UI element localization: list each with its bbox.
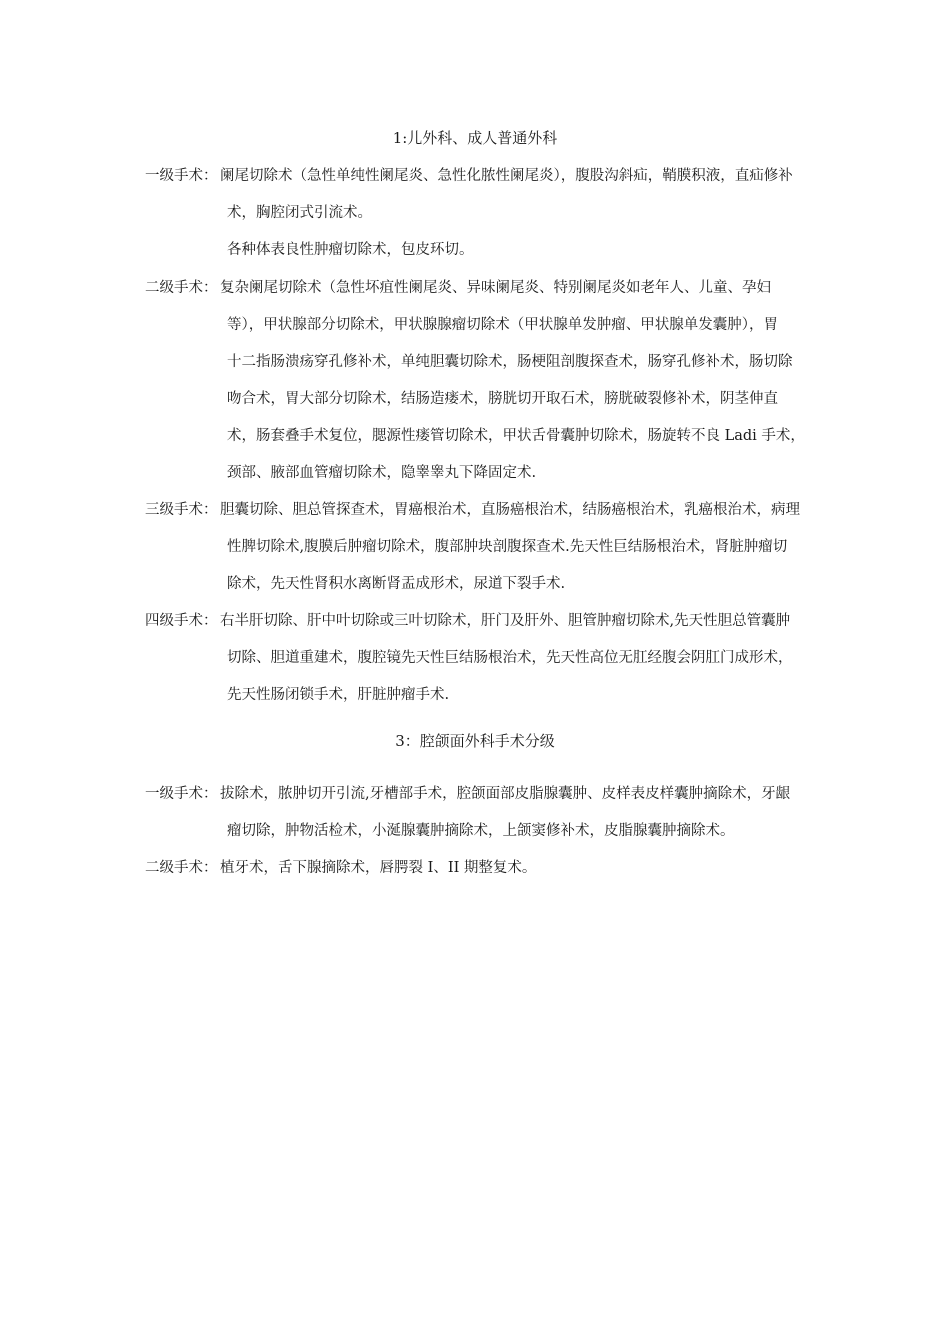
entry-continuation: 除术，先天性肾积水离断肾盂成形术，尿道下裂手术. [227,576,566,592]
level4-surgery-entry [145,603,825,714]
level1-surgery-entry [145,158,825,232]
entry-text: 阑尾切除术（急性单纯性阑尾炎、急性化脓性阑尾炎），腹股沟斜疝，鞘膜积液，直疝修补 [220,168,793,184]
entry-continuation: 术，肠套叠手术复位，腮源性瘘管切除术，甲状舌骨囊肿切除术，肠旋转不良 Ladi 手术， [227,428,805,444]
level1-surgery-entry [145,776,825,850]
entry-continuation: 术，胸腔闭式引流术。 [227,205,372,221]
entry-continuation: 切除、胆道重建术，腹腔镜先天性巨结肠根治术，先天性高位无肛经腹会阴肛门成形术， [227,650,793,666]
entry-text: 拔除术，脓肿切开引流,牙槽部手术，腔颌面部皮脂腺囊肿、皮样表皮样囊肿摘除术，牙龈 [220,786,791,802]
entry-text: 植牙术，舌下腺摘除术，唇腭裂 I、II 期整复术。 [220,860,537,876]
entry-text: 右半肝切除、肝中叶切除或三叶切除术，肝门及肝外、胆管肿瘤切除术,先天性胆总管囊肿 [220,613,791,629]
entry-continuation: 吻合术，胃大部分切除术，结肠造瘘术，膀胱切开取石术，膀胱破裂修补术，阴茎伸直 [227,391,778,407]
entry-continuation: 瘤切除，肿物活检术，小涎腺囊肿摘除术，上颌窦修补术，皮脂腺囊肿摘除术。 [227,823,735,839]
entry-first-line [145,850,825,887]
level-label: 四级手术： [145,613,218,629]
section-title: 1:儿外科、成人普通外科 [392,129,558,147]
entry-continuation: 先天性肠闭锁手术，肝脏肿瘤手术. [227,687,450,703]
entry-continuation: 等），甲状腺部分切除术，甲状腺腺瘤切除术（甲状腺单发肿瘤、甲状腺单发囊肿），胃 [227,317,778,333]
level2-surgery-entry [145,850,825,887]
entry-first-line [145,158,825,195]
level1-extra-entry [145,232,825,269]
entry-first-line [145,492,825,529]
level2-surgery-entry [145,270,825,492]
level-label: 二级手术： [145,860,218,876]
entry-first-line [145,776,825,813]
entry-continuation: 性脾切除术,腹膜后肿瘤切除术，腹部肿块剖腹探查术.先天性巨结肠根治术，肾脏肿瘤切 [227,539,788,555]
entry-continuation: 十二指肠溃疡穿孔修补术，单纯胆囊切除术，肠梗阻剖腹探查术，肠穿孔修补术，肠切除 [227,354,793,370]
level3-surgery-entry [145,492,825,603]
entry-continuation: 各种体表良性肿瘤切除术，包皮环切。 [227,242,474,258]
entry-first-line [145,603,825,640]
entry-text: 胆囊切除、胆总管探查术，胃癌根治术，直肠癌根治术，结肠癌根治术，乳癌根治术，病理 [220,502,800,518]
entry-text: 复杂阑尾切除术（急性坏疽性阑尾炎、异味阑尾炎、特别阑尾炎如老年人、儿童、孕妇 [220,280,771,296]
entry-continuation: 颈部、腋部血管瘤切除术，隐睾睾丸下降固定术. [227,465,537,481]
entry-first-line [145,270,825,307]
level-label: 三级手术： [145,502,218,518]
section-title: 3：腔颌面外科手术分级 [395,732,555,750]
level-label: 一级手术： [145,786,218,802]
level-label: 一级手术： [145,168,218,184]
level-label: 二级手术： [145,280,218,296]
